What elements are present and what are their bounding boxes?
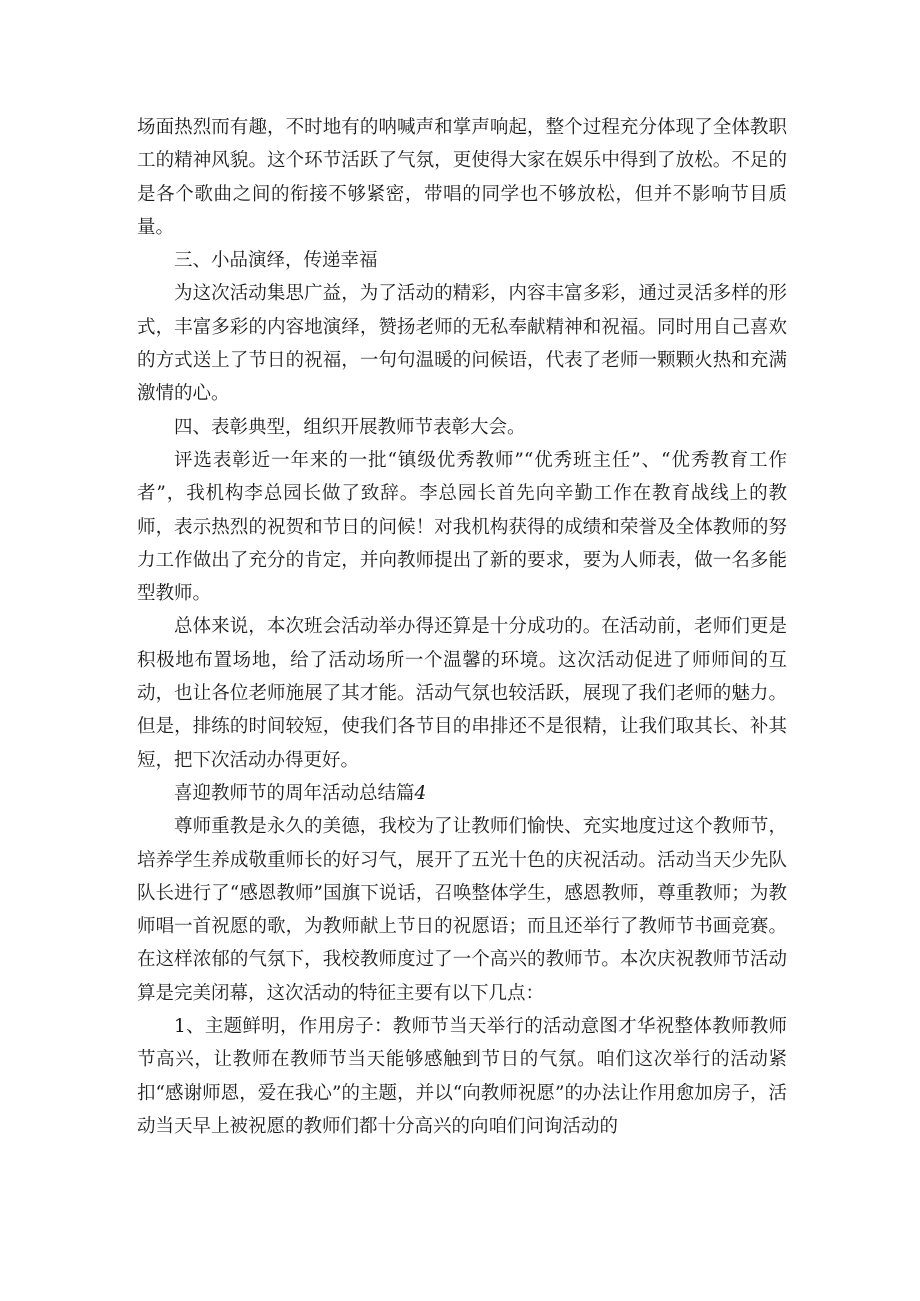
section-heading-3: 三、小品演绎，传递幸福 [174,250,378,272]
article-title-number: 4 [414,782,427,804]
paragraph: 评选表彰近一年来的一批“镇级优秀教师”“优秀班主任”、“优秀教育工作者”，我机构李总园长做了致辞。李总园长首先向辛勤工作在教育战线上的教师，表示热烈的祝贺和节日的问候！对我机构获得的成绩和荣誉及全体教师的努力工作做出了充分的肯定，并向教师提出了新的要求，要为人师表，做一名多能型教师。 [137,449,787,605]
paragraph-continuation: 场面热烈而有趣，不时地有的呐喊声和掌声响起，整个过程充分体现了全体教职工的精神风貌。这个环节活跃了气氛，更使得大家在娱乐中得到了放松。不足的是各个歌曲之间的衔接不够紧密，带唱的同学也不够放松，但并不影响节目质量。 [137,117,787,238]
paragraph: 总体来说，本次班会活动举办得还算是十分成功的。在活动前，老师们更是积极地布置场地，给了活动场所一个温馨的环境。这次活动促进了师师间的互动，也让各位老师施展了其才能。活动气氛也较活跃，展现了我们老师的魅力。但是，排练的时间较短，使我们各节目的串排还不是很精，让我们取其长、补其短，把下次活动办得更好。 [137,616,787,771]
paragraph: 尊师重教是永久的美德，我校为了让教师们愉快、充实地度过这个教师节，培养学生养成敬重师长的好习气，展开了五光十色的庆祝活动。活动当天少先队队长进行了“感恩教师”国旗下说话，召唤整体学生，感恩教师，尊重教师；为教师唱一首祝愿的歌，为教师献上节日的祝愿语；而且还举行了教师节书画竞赛。在这样浓郁的气氛下，我校教师度过了一个高兴的教师节。本次庆祝教师节活动算是完美闭幕，这次活动的特征主要有以下几点： [137,816,787,1004]
paragraph: 1、主题鲜明，作用房子：教师节当天举行的活动意图才华祝整体教师教师节高兴，让教师在教师节当天能够感触到节日的气氛。咱们这次举行的活动紧扣“感谢师恩，爱在我心”的主题，并以“向教师祝愿”的办法让作用愈加房子，活动当天早上被祝愿的教师们都十分高兴的向咱们问询活动的 [137,1016,787,1137]
section-heading-4: 四、表彰典型，组织开展教师节表彰大会。 [174,416,526,438]
paragraph: 为这次活动集思广益，为了活动的精彩，内容丰富多彩，通过灵活多样的形式，丰富多彩的内容地演绎，赞扬老师的无私奉献精神和祝福。同时用自己喜欢的方式送上了节日的祝福，一句句温暖的问候语，代表了老师一颗颗火热和充满激情的心。 [137,283,787,405]
article-title-text: 喜迎教师节的周年活动总结篇 [174,782,415,804]
article-title [137,777,787,810]
document-body [137,111,787,1143]
